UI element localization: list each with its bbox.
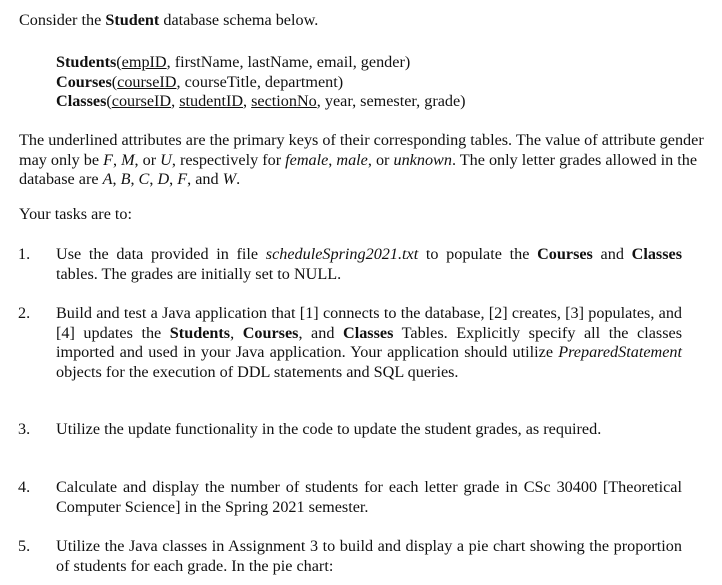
task-text: and [592,245,632,263]
grade-a: A [102,170,113,188]
intro-prefix: Consider the [19,11,106,29]
task-text: Build and test a Java application that [1] connects to the database, [2] creates, [3] populates, and [4] updates the [56,304,682,342]
schema-block [56,53,696,112]
task-number: 4. [18,478,31,496]
paragraph-text: , or [134,150,161,169]
students-attributes: , firstName, lastName, email, gender) [166,53,411,71]
table-ref-classes: Classes [631,245,682,263]
task-text: Use the data provided in file [56,245,266,263]
paragraph-text: , [112,150,122,169]
task-body: Calculate and display the number of students for each letter grade in CSc 30400 [Theoretical Computer Science] in the Spring 2021 semester. [56,478,682,516]
gender-word-unknown: unknown [393,150,452,169]
file-name: scheduleSpring2021.txt [265,245,419,263]
task-text: , and [298,323,343,342]
task-text: to populate the [418,245,538,263]
grade-c: C [138,170,150,188]
paragraph-text: , [112,170,121,188]
table-name-classes: Classes [56,92,107,110]
grade-d: D [157,170,170,188]
task-body: Utilize the Java classes in Assignment 3 to build and display a pie chart showing the proportion of students for each grade. In the pie chart: [56,537,682,575]
task-body [56,245,682,284]
primary-key-courseid: courseID [111,92,172,110]
task-text: , [230,323,243,342]
separator: , [171,92,180,110]
schema-courses [56,73,696,93]
grade-b: B [120,170,131,188]
paren-open: ( [116,53,122,71]
separator: , [243,92,252,110]
primary-key-courseid: courseID [117,72,177,91]
constraints-paragraph [19,131,705,190]
primary-key-empid: empID [121,53,167,71]
table-ref-students: Students [169,323,231,342]
intro-schema-name: Student [105,11,160,29]
task-number: 2. [18,304,31,322]
paragraph-text: The underlined attributes are the primary keys of their corresponding tables. The value of attribute gender may only be [19,131,704,169]
grade-f: F [177,170,188,188]
paragraph-text: , [328,150,337,169]
gender-word-female: female [285,150,329,169]
paragraph-text: , [169,170,178,188]
intro-suffix: database schema below. [159,11,319,29]
table-ref-courses: Courses [242,323,299,342]
table-ref-courses: Courses [537,245,593,263]
schema-students [56,53,696,73]
paragraph-text: , [149,170,158,188]
paren-open: ( [106,92,112,110]
task-text: tables. The grades are initially set to NULL. [56,264,342,283]
paragraph-text: . The only letter grades allowed in the database are [19,150,698,188]
task-text: objects for the execution of DDL statements and SQL queries. [56,362,459,381]
gender-value-f: F [103,150,113,169]
table-name-courses: Courses [56,72,112,91]
paragraph-text: , [130,170,139,188]
paragraph-text: . [236,170,241,188]
class-name-preparedstatement: PreparedStatement [558,343,682,361]
grade-w: W [222,170,237,188]
gender-word-male: male [336,150,368,169]
table-name-students: Students [56,53,117,71]
classes-attributes: , year, semester, grade) [316,92,466,110]
task-number: 3. [18,420,31,438]
intro-sentence [19,11,709,31]
primary-key-studentid: studentID [179,92,244,110]
task-text: Tables. Explicitly specify all the classes imported and used in your Java application. Your application should utilize [56,323,683,361]
table-ref-classes: Classes [343,323,394,342]
tasks-heading: Your tasks are to: [19,205,133,223]
courses-attributes: , courseTitle, department) [176,72,344,91]
primary-key-sectionno: sectionNo [251,92,317,110]
paragraph-text: , and [187,170,223,188]
paren-open: ( [111,72,118,91]
task-number: 5. [18,537,31,555]
gender-value-u: U [160,150,172,169]
task-body: Utilize the update functionality in the code to update the student grades, as required. [56,420,602,438]
task-number: 1. [18,245,31,263]
paragraph-text: , or [367,150,394,169]
schema-classes [56,92,696,112]
task-body [56,304,682,382]
paragraph-text: , respectively for [171,150,286,169]
gender-value-m: M [121,150,135,169]
